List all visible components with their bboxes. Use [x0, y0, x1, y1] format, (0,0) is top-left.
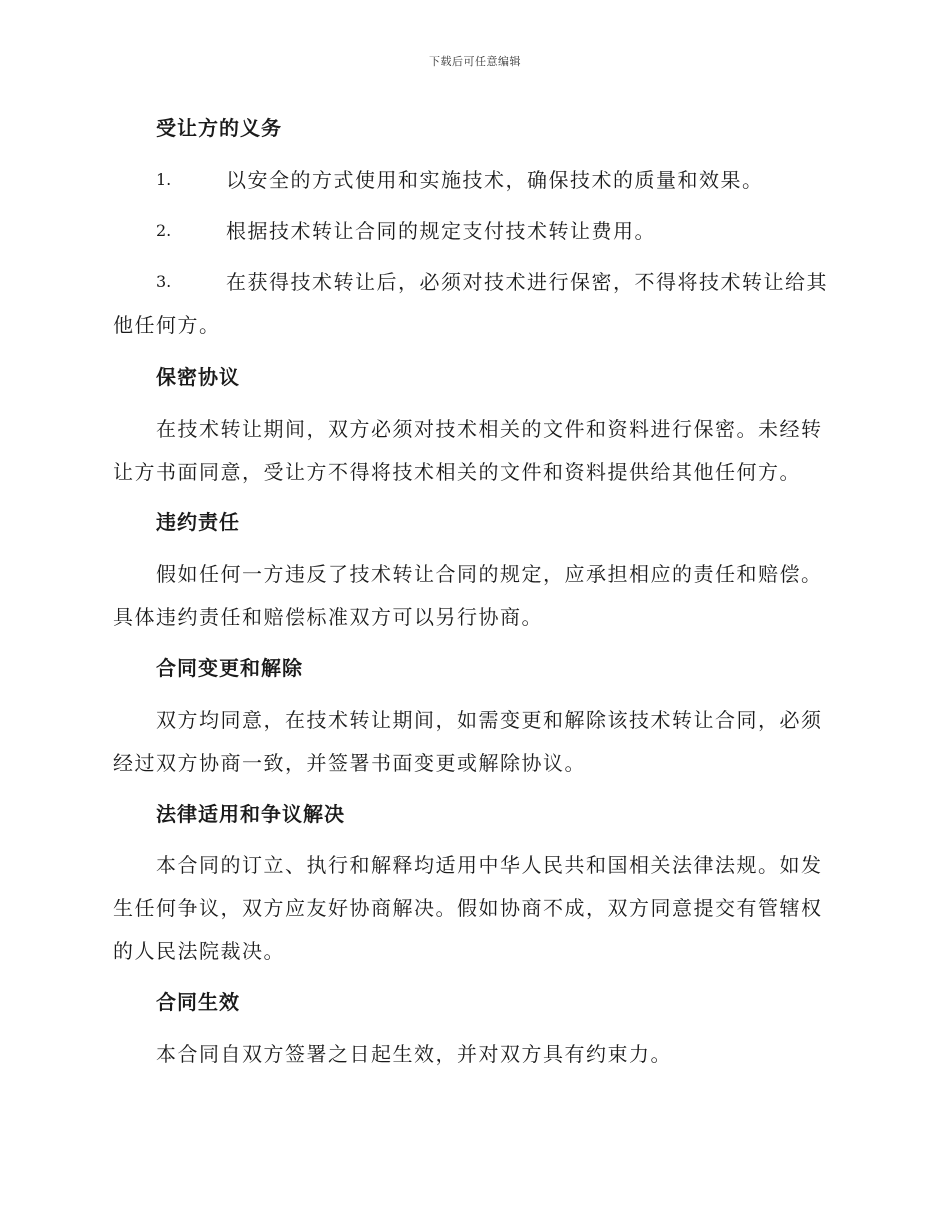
- effect-line-1: 本合同自双方签署之日起生效，并对双方具有约束力。: [156, 1042, 672, 1066]
- modification-line-1: 双方均同意，在技术转让期间，如需变更和解除该技术转让合同，必须: [156, 708, 823, 732]
- obligation-item-2: 根据技术转让合同的规定支付技术转让费用。: [226, 219, 656, 243]
- page-header: 下载后可任意编辑: [429, 55, 521, 68]
- section-title-breach: 违约责任: [156, 510, 240, 534]
- section-title-law: 法律适用和争议解决: [156, 802, 345, 826]
- section-title-confidentiality: 保密协议: [156, 365, 240, 389]
- item-number-1: 1.: [156, 170, 172, 189]
- breach-line-1: 假如任何一方违反了技术转让合同的规定，应承担相应的责任和赔偿。: [156, 562, 823, 586]
- law-line-2: 生任何争议，双方应友好协商解决。假如协商不成，双方同意提交有管辖权: [113, 896, 823, 920]
- confidentiality-line-1: 在技术转让期间，双方必须对技术相关的文件和资料进行保密。未经转: [156, 417, 823, 441]
- confidentiality-line-2: 让方书面同意，受让方不得将技术相关的文件和资料提供给其他任何方。: [113, 460, 801, 484]
- item-number-2: 2.: [156, 221, 172, 240]
- section-title-modification: 合同变更和解除: [156, 656, 303, 680]
- law-line-3: 的人民法院裁决。: [113, 939, 285, 963]
- breach-line-2: 具体违约责任和赔偿标准双方可以另行协商。: [113, 605, 543, 629]
- modification-line-2: 经过双方协商一致，并签署书面变更或解除协议。: [113, 751, 586, 775]
- obligation-item-3-line-1: 在获得技术转让后，必须对技术进行保密，不得将技术转让给其: [226, 270, 828, 294]
- section-title-effect: 合同生效: [156, 990, 240, 1014]
- section-title-obligations: 受让方的义务: [156, 116, 282, 140]
- law-line-1: 本合同的订立、执行和解释均适用中华人民共和国相关法律法规。如发: [156, 853, 823, 877]
- item-number-3: 3.: [156, 272, 172, 291]
- obligation-item-1: 以安全的方式使用和实施技术，确保技术的质量和效果。: [226, 168, 764, 192]
- obligation-item-3-line-2: 他任何方。: [113, 313, 221, 337]
